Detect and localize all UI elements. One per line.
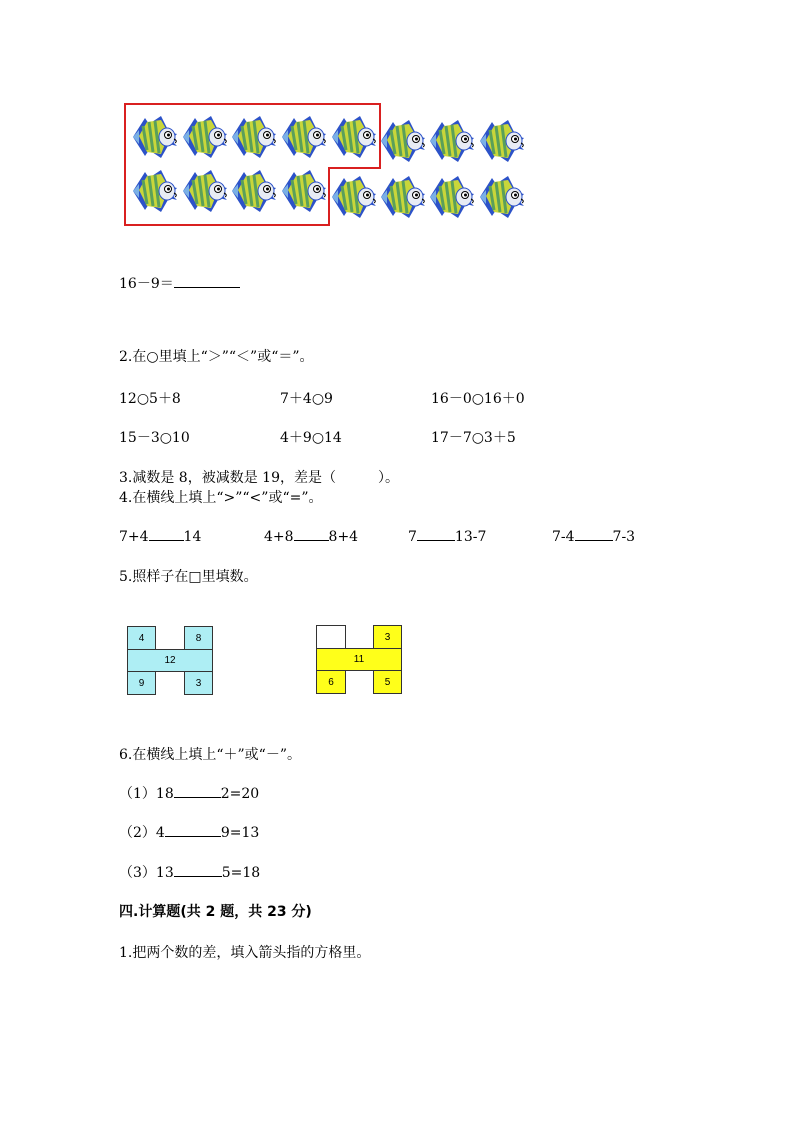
- q6-left: 18: [155, 786, 174, 802]
- answer-blank[interactable]: [575, 528, 613, 541]
- answer-blank[interactable]: [174, 275, 240, 288]
- fish-icon: [232, 116, 276, 158]
- q4-title: 4.在横线上填上“>”“<”或“=”。: [119, 490, 323, 506]
- fish-icon: [232, 170, 276, 212]
- answer-blank[interactable]: [149, 528, 184, 541]
- fish-svg: [123, 102, 535, 230]
- section-heading: 四.计算题(共 2 题，共 23 分): [119, 904, 312, 920]
- q4-right: 7-3: [612, 529, 636, 545]
- fish-row-1: [133, 116, 524, 162]
- q2-item: 12○5＋8: [119, 391, 181, 407]
- answer-blank[interactable]: [174, 785, 221, 798]
- fish-icon: [430, 120, 474, 162]
- q6-label: （2）: [119, 825, 156, 841]
- fish-icon: [480, 120, 524, 162]
- fish-icon: [183, 170, 227, 212]
- q4-right: 14: [183, 529, 202, 545]
- fish-icon: [480, 176, 524, 218]
- fish-icon: [381, 176, 425, 218]
- cell-middle: 12: [127, 649, 213, 672]
- q6-right: 5=18: [221, 865, 261, 881]
- fish-icon: [381, 120, 425, 162]
- fish-icon: [282, 170, 326, 212]
- q6-label: （3）: [119, 865, 156, 881]
- q6-item: [119, 783, 259, 803]
- q2-item: 15－3○10: [119, 430, 190, 446]
- q4-right: 13-7: [454, 529, 487, 545]
- answer-blank[interactable]: [294, 528, 329, 541]
- fish-icon: [282, 116, 326, 158]
- cell-bottom-right: 5: [373, 670, 402, 694]
- cell-middle: 11: [316, 648, 402, 671]
- q6-item: [119, 822, 259, 842]
- q6-title: 6.在横线上填上“＋”或“－”。: [119, 747, 301, 763]
- cell-bottom-right: 3: [184, 671, 213, 695]
- q6-right: 9=13: [220, 825, 260, 841]
- q4-left: 7: [408, 529, 417, 545]
- cell-bottom-left: 6: [316, 670, 346, 694]
- q4-right: 8+4: [328, 529, 359, 545]
- q2-item: 7＋4○9: [280, 391, 333, 407]
- q6-left: 13: [155, 865, 174, 881]
- q4-item: [264, 528, 358, 545]
- answer-blank[interactable]: [165, 824, 221, 837]
- fish-question: [119, 273, 240, 293]
- fish-icon: [332, 176, 376, 218]
- q4-item: [552, 528, 635, 545]
- fish-icon: [133, 170, 177, 212]
- cell-top-left: 4: [127, 626, 156, 650]
- s4-q1-text: 1.把两个数的差，填入箭头指的方格里。: [119, 945, 371, 961]
- fish-icon: [332, 116, 376, 158]
- q2-item: 4＋9○14: [280, 430, 342, 446]
- answer-blank[interactable]: [174, 864, 222, 877]
- fish-icon: [133, 116, 177, 158]
- fish-picture: [123, 102, 535, 230]
- q2-title: 2.在○里填上“＞”“＜”或“＝”。: [119, 349, 314, 365]
- q4-left: 7-4: [552, 529, 575, 545]
- q6-item: [119, 862, 260, 882]
- q4-left: 7+4: [119, 529, 149, 545]
- fish-icon: [430, 176, 474, 218]
- q4-item: [408, 528, 486, 545]
- cell-top-right: 3: [373, 625, 402, 649]
- answer-blank[interactable]: [417, 528, 455, 541]
- q4-item: [119, 528, 201, 545]
- q6-left: 4: [155, 825, 165, 841]
- cell-top-left-blank[interactable]: [316, 625, 346, 649]
- q2-item: 16－0○16＋0: [431, 391, 525, 407]
- q2-item: 17－7○3＋5: [431, 430, 516, 446]
- q6-label: （1）: [119, 786, 156, 802]
- q6-right: 2=20: [220, 786, 260, 802]
- cell-bottom-left: 9: [127, 671, 156, 695]
- cell-top-right: 8: [184, 626, 213, 650]
- q4-left: 4+8: [264, 529, 294, 545]
- q5-title: 5.照样子在□里填数。: [119, 569, 258, 585]
- fish-icon: [183, 116, 227, 158]
- q3-text: 3.减数是 8，被减数是 19，差是（ ）。: [119, 470, 399, 486]
- fish-expression: 16－9＝: [119, 276, 174, 292]
